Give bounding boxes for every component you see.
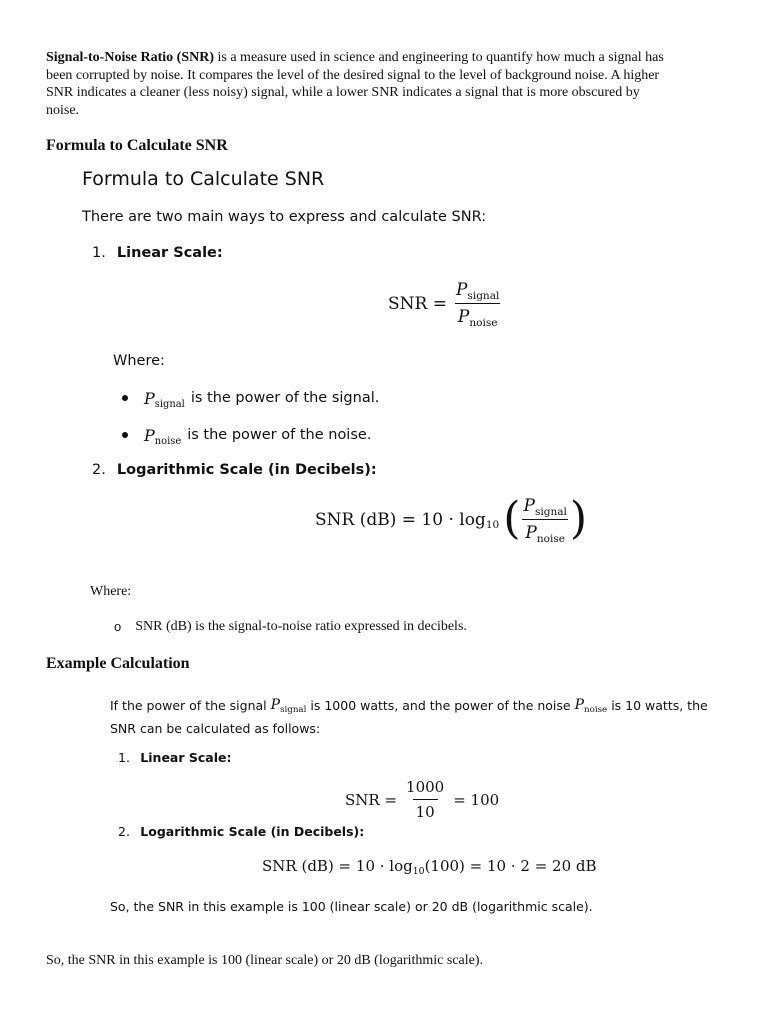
example-db-equation: SNR $(dB) = 10 \cdot \log_{10}(100) = 10 \cdot 2 = 20$ dB <box>262 857 597 878</box>
item-label: Linear Scale: <box>116 245 223 261</box>
item-number: 1. <box>92 245 106 261</box>
intro-line-2: been corrupted by noise. It compares the level of the desired signal to the level of background noise. A higher <box>46 67 660 83</box>
log-scale-item <box>92 462 377 478</box>
example-log-item <box>118 824 364 839</box>
example-intro-line-2: SNR can be calculated as follows: <box>110 721 321 736</box>
definition-list <box>122 388 379 445</box>
intro-paragraph <box>46 49 736 119</box>
heading-formula: Formula to Calculate SNR <box>46 137 228 154</box>
example-intro-line-1: If the power of the signal $P_{signal}$ is 1000 watts, and the power of the noise $P_{noise}$ is 10 watts, the <box>110 697 708 716</box>
circle-bullet-icon: o <box>114 619 122 634</box>
linear-scale-item <box>92 245 223 261</box>
final-conclusion: So, the SNR in this example is 100 (linear scale) or 20 dB (logarithmic scale). <box>46 953 484 968</box>
example-linear-item <box>118 750 231 765</box>
where-label-2: Where: <box>90 584 132 599</box>
intro-line-4: noise. <box>46 102 80 118</box>
intro-line-1: Signal-to-Noise Ratio (SNR) is a measure used in science and engineering to quantify how much a signal has <box>46 50 664 65</box>
where-label: Where: <box>113 353 165 369</box>
power-ratio-fraction: $\frac{P_{signal}}{P_{noise}}$ <box>455 280 500 329</box>
bullet-icon <box>122 395 128 401</box>
intro-term: Signal-to-Noise Ratio (SNR) <box>46 50 214 65</box>
item-number: 2. <box>92 462 106 478</box>
bullet-icon <box>122 432 128 438</box>
item-label: Logarithmic Scale (in Decibels): <box>116 462 377 478</box>
snr-linear-equation: SNR = $\frac{P_{signal}}{P_{noise}}$ <box>388 280 502 327</box>
example-linear-equation: SNR = $\frac{1000}{10}$ = 100 <box>345 778 500 821</box>
item-label: Logarithmic Scale (in Decibels): <box>140 824 365 839</box>
definition-item: $P_{noise}$ is the power of the noise. <box>122 425 379 445</box>
item-label: Linear Scale: <box>140 750 232 765</box>
item-number: 2. <box>118 824 130 839</box>
example-conclusion: So, the SNR in this example is 100 (linear scale) or 20 dB (logarithmic scale). <box>110 899 593 914</box>
sub-bullet-item: o SNR (dB) is the signal-to-noise ratio expressed in decibels. <box>114 619 467 634</box>
embedded-formula-title: Formula to Calculate SNR <box>82 168 325 190</box>
definition-item: $P_{signal}$ is the power of the signal. <box>122 388 379 408</box>
snr-db-equation: SNR (dB) = 10 · log 10 ( $\frac{P_{signal}}{P_{noise}}$ ) <box>315 493 588 545</box>
item-number: 1. <box>118 750 130 765</box>
intro-line-3: SNR indicates a cleaner (less noisy) signal, while a lower SNR indicates a signal that is more obscured by <box>46 85 640 100</box>
heading-example: Example Calculation <box>46 655 190 672</box>
embedded-formula-subtitle: There are two main ways to express and calculate SNR: <box>82 209 487 225</box>
example-intro <box>110 694 708 740</box>
example-fraction: $\frac{1000}{10}$ <box>406 778 445 821</box>
power-ratio-fraction: $\frac{P_{signal}}{P_{noise}}$ <box>523 496 567 545</box>
